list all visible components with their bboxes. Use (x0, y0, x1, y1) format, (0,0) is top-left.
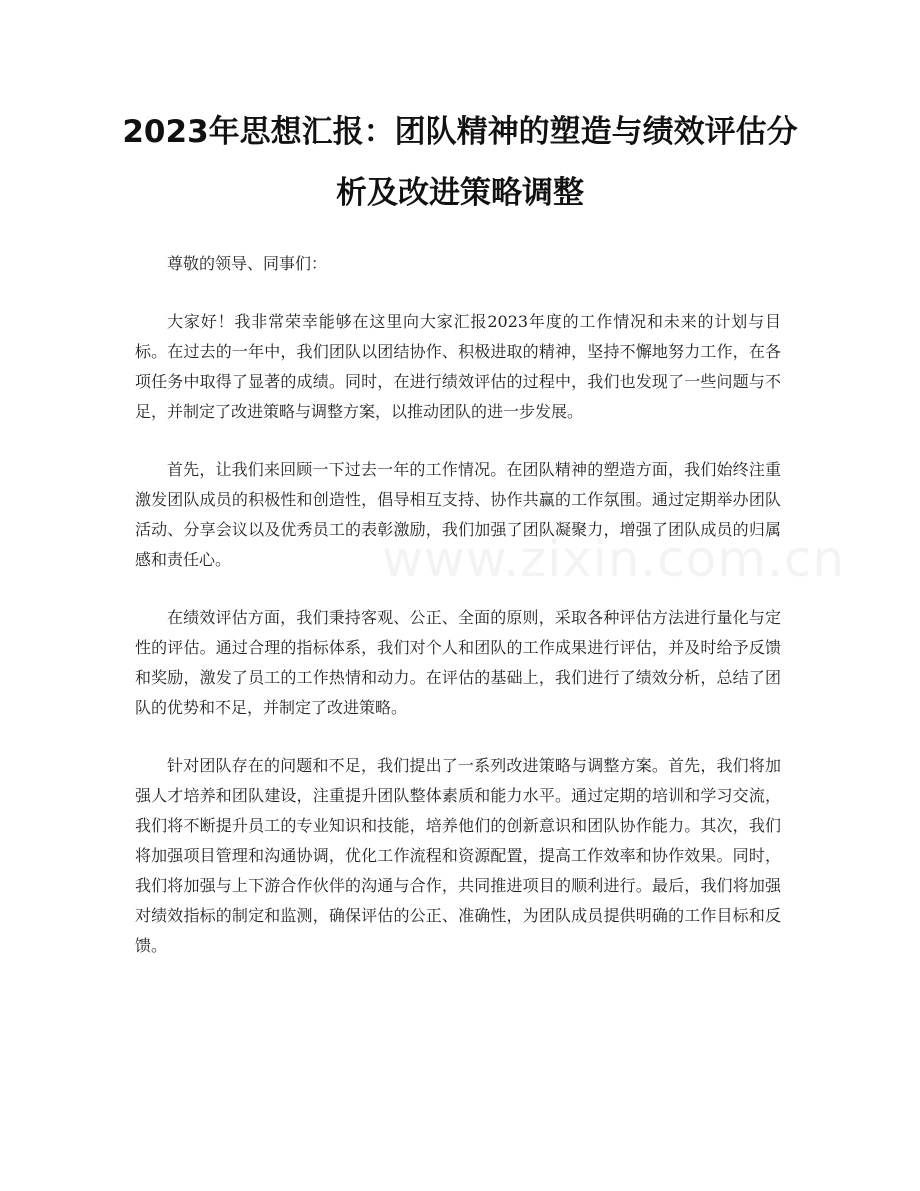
paragraph-improvement: 针对团队存在的问题和不足，我们提出了一系列改进策略与调整方案。首先，我们将加强人才培养和团队建设，注重提升团队整体素质和能力水平。通过定期的培训和学习交流，我们将不断提升员工的专业知识和技能，培养他们的创新意识和团队协作能力。其次，我们将加强项目管理和沟通协调，优化工作流程和资源配置，提高工作效率和协作效果。同时，我们将加强与上下游合作伙伴的沟通与合作，共同推进项目的顺利进行。最后，我们将加强对绩效指标的制定和监测，确保评估的公正、准确性，为团队成员提供明确的工作目标和反馈。 (135, 756, 781, 955)
greeting: 尊敬的领导、同事们： (167, 254, 328, 273)
paragraph-evaluation: 在绩效评估方面，我们秉持客观、公正、全面的原则，采取各种评估方法进行量化与定性的评估。通过合理的指标体系，我们对个人和团队的工作成果进行评估，并及时给予反馈和奖励，激发了员工的工作热情和动力。在评估的基础上，我们进行了绩效分析，总结了团队的优势和不足，并制定了改进策略。 (135, 608, 781, 717)
paragraph-review: 首先，让我们来回顾一下过去一年的工作情况。在团队精神的塑造方面，我们始终注重激发团队成员的积极性和创造性，倡导相互支持、协作共赢的工作氛围。通过定期举办团队活动、分享会议以及优秀员工的表彰激励，我们加强了团队凝聚力，增强了团队成员的归属感和责任心。 (135, 460, 781, 569)
document-title: 2023年思想汇报：团队精神的塑造与绩效评估分析及改进策略调整 (122, 114, 798, 211)
paragraph-intro: 大家好！我非常荣幸能够在这里向大家汇报2023年度的工作情况和未来的计划与目标。在过去的一年中，我们团队以团结协作、积极进取的精神，坚持不懈地努力工作，在各项任务中取得了显著的成绩。同时，在进行绩效评估的过程中，我们也发现了一些问题与不足，并制定了改进策略与调整方案，以推动团队的进一步发展。 (135, 312, 781, 421)
document-body (135, 249, 781, 989)
